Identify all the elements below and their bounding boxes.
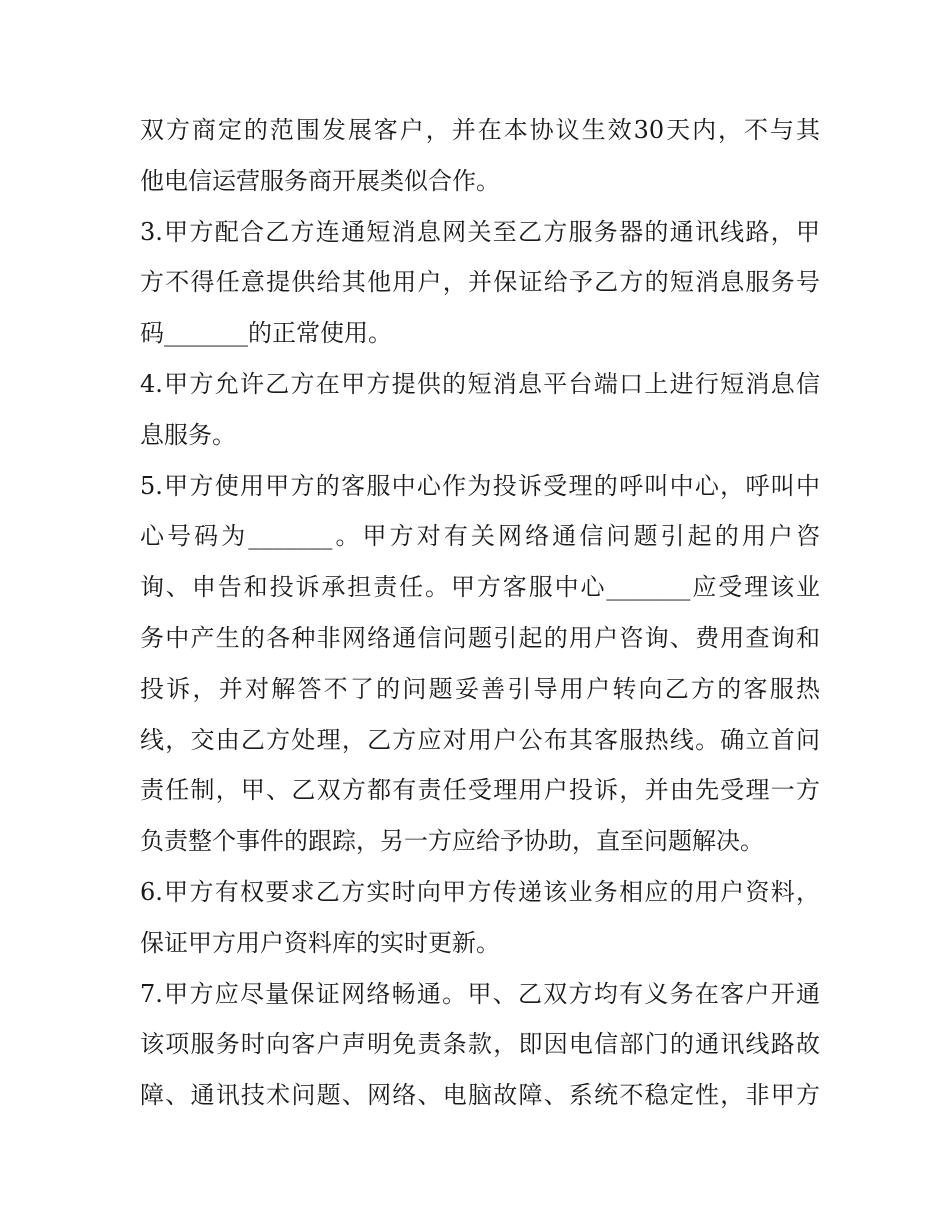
contract-body-text: [140, 105, 820, 1121]
text-line: 息服务。: [140, 420, 236, 449]
clause-6-line: 6.甲方有权要求乙方实时向甲方传递该业务相应的用户资料，: [140, 877, 820, 906]
text-line: 他电信运营服务商开展类似合作。: [140, 166, 500, 195]
text-line: 责任制，甲、乙双方都有责任受理用户投诉，并由先受理一方: [140, 776, 820, 805]
text-line: 该项服务时向客户声明免责条款，即因电信部门的通讯线路故: [140, 1030, 820, 1059]
clause-4-line: 4.甲方允许乙方在甲方提供的短消息平台端口上进行短消息信: [140, 369, 820, 398]
text-line: 心号码为_______。甲方对有关网络通信问题引起的用户咨: [140, 522, 820, 551]
text-line: 线，交由乙方处理，乙方应对用户公布其客服热线。确立首问: [140, 725, 820, 754]
text-line: 方不得任意提供给其他用户，并保证给予乙方的短消息服务号: [140, 268, 820, 297]
clause-5-line: 5.甲方使用甲方的客服中心作为投诉受理的呼叫中心，呼叫中: [140, 471, 820, 500]
text-line: 保证甲方用户资料库的实时更新。: [140, 928, 500, 957]
text-line: 投诉，并对解答不了的问题妥善引导用户转向乙方的客服热: [140, 674, 820, 703]
text-line: 码_______的正常使用。: [140, 319, 392, 348]
clause-7-line: 7.甲方应尽量保证网络畅通。甲、乙双方均有义务在客户开通: [140, 979, 820, 1008]
clause-3-line: 3.甲方配合乙方连通短消息网关至乙方服务器的通讯线路，甲: [140, 217, 820, 246]
text-line: 务中产生的各种非网络通信问题引起的用户咨询、费用查询和: [140, 623, 820, 652]
text-line: 障、通讯技术问题、网络、电脑故障、系统不稳定性，非甲方: [140, 1081, 820, 1110]
text-line: 负责整个事件的跟踪，另一方应给予协助，直至问题解决。: [140, 827, 764, 856]
text-line: 询、申告和投诉承担责任。甲方客服中心_______应受理该业: [140, 573, 820, 602]
text-line: 双方商定的范围发展客户，并在本协议生效30天内，不与其: [140, 116, 820, 144]
